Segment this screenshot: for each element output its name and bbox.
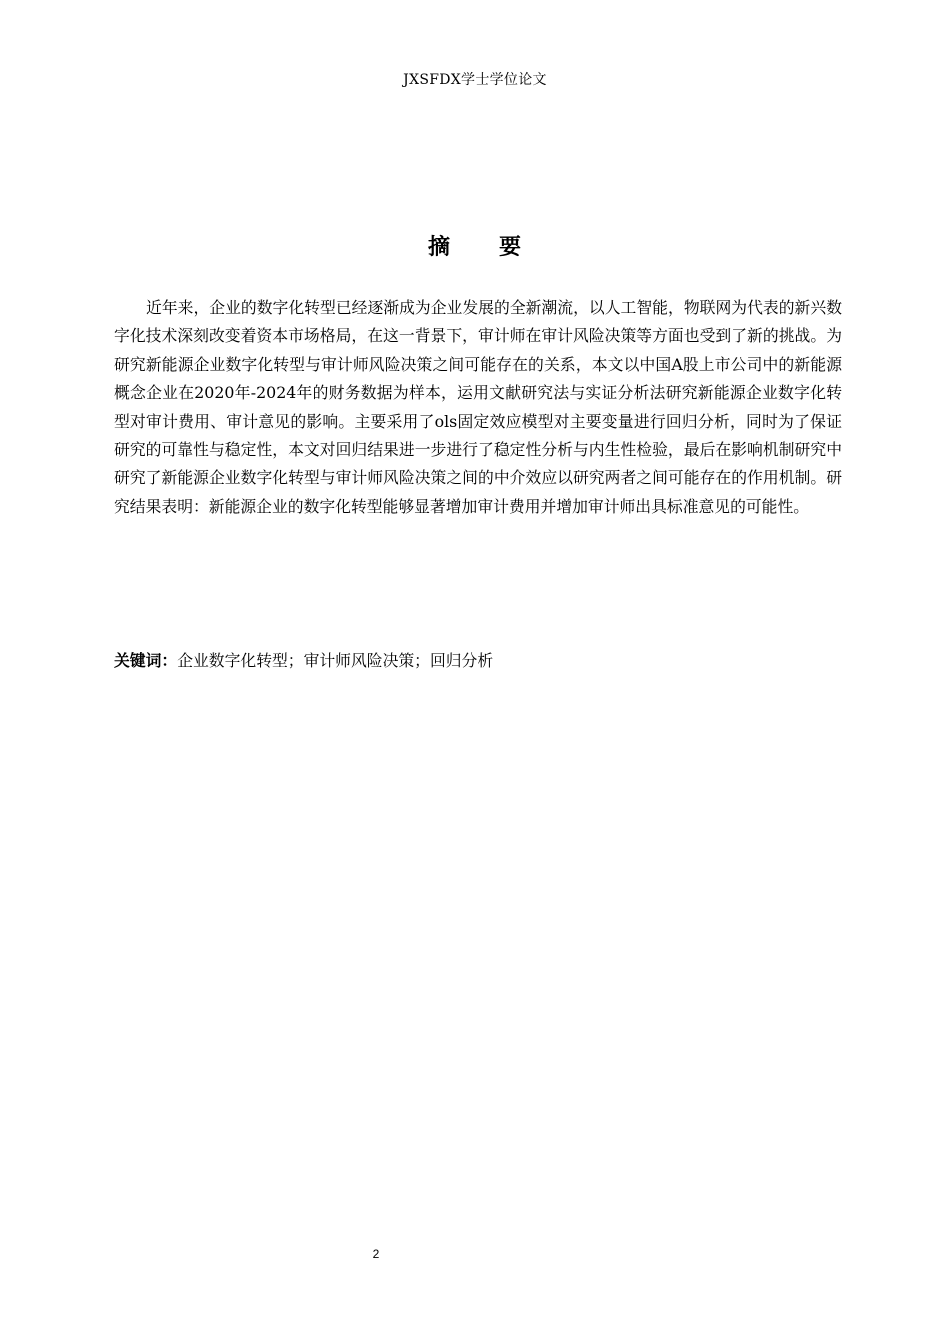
keywords-line — [114, 648, 842, 674]
abstract-title — [0, 230, 950, 261]
keywords-text: 企业数字化转型；审计师风险决策；回归分析 — [177, 651, 494, 670]
abstract-title-left: 摘 — [427, 235, 451, 260]
keywords-label: 关键词： — [114, 651, 178, 670]
abstract-title-right: 要 — [499, 235, 523, 260]
abstract-body: 近年来，企业的数字化转型已经逐渐成为企业发展的全新潮流，以人工智能，物联网为代表的新兴数字化技术深刻改变着资本市场格局，在这一背景下，审计师在审计风险决策等方面也受到了新的挑战。为研究新能源企业数字化转型与审计师风险决策之间可能存在的关系，本文以中国A股上市公司中的新能源概念企业在2020年-2024年的财务数据为样本，运用文献研究法与实证分析法研究新能源企业数字化转型对审计费用、审计意见的影响。主要采用了ols固定效应模型对主要变量进行回归分析，同时为了保证研究的可靠性与稳定性，本文对回归结果进一步进行了稳定性分析与内生性检验，最后在影响机制研究中研究了新能源企业数字化转型与审计师风险决策之间的中介效应以研究两者之间可能存在的作用机制。研究结果表明：新能源企业的数字化转型能够显著增加审计费用并增加审计师出具标准意见的可能性。 — [114, 298, 842, 516]
page-number: 2 — [372, 1247, 380, 1261]
running-header: JXSFDX学士学位论文 — [403, 72, 547, 88]
